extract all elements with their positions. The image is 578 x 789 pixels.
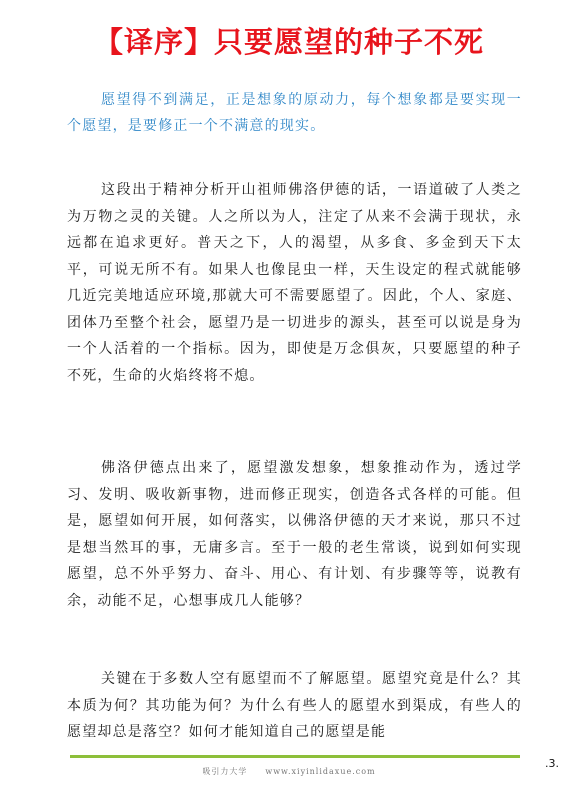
body-paragraph-1: 这段出于精神分析开山祖师佛洛伊德的话，一语道破了人类之为万物之灵的关键。人之所以为人，注定了从来不会满于现状，永远都在追求更好。普天之下，人的渴望，从多食、多金到天下太平，可说无所不有。如果人也像昆虫一样，天生设定的程式就能够几近完美地适应环境,那就大可不需要愿望了。因此，个人、家庭、团体乃至整个社会，愿望乃是一切进步的源头，甚至可以说是身为一个人活着的一个指标。因为，即使是万念俱灰，只要愿望的种子不死，生命的火焰终将不熄。	[67, 182, 522, 384]
body-paragraph-3: 关键在于多数人空有愿望而不了解愿望。愿望究竟是什么？其本质为何？其功能为何？为什么有些人的愿望水到渠成，有些人的愿望却总是落空？如何才能知道自己的愿望是能	[67, 671, 522, 740]
page-number: .3.	[545, 757, 559, 770]
footer-divider	[70, 755, 520, 758]
body-paragraph-2: 佛洛伊德点出来了，愿望激发想象，想象推动作为，透过学习、发明、吸收新事物，进而修正现实，创造各式各样的可能。但是，愿望如何开展，如何落实，以佛洛伊德的天才来说，那只不过是想当然耳的事，无庸多言。至于一般的老生常谈，说到如何实现愿望，总不外乎努力、奋斗、用心、有计划、有步骤等等，说教有余，动能不足，心想事成几人能够？	[67, 460, 522, 609]
page-footer	[0, 766, 578, 777]
footer-url: www.xiyinlidaxue.com	[265, 767, 376, 776]
epigraph-quote: 愿望得不到满足，正是想象的原动力，每个想象都是要实现一个愿望，是要修正一个不满意的现实。	[67, 92, 522, 134]
page-title: 【译序】只要愿望的种子不死	[93, 25, 484, 59]
footer-brand: 吸引力大学	[202, 767, 248, 776]
